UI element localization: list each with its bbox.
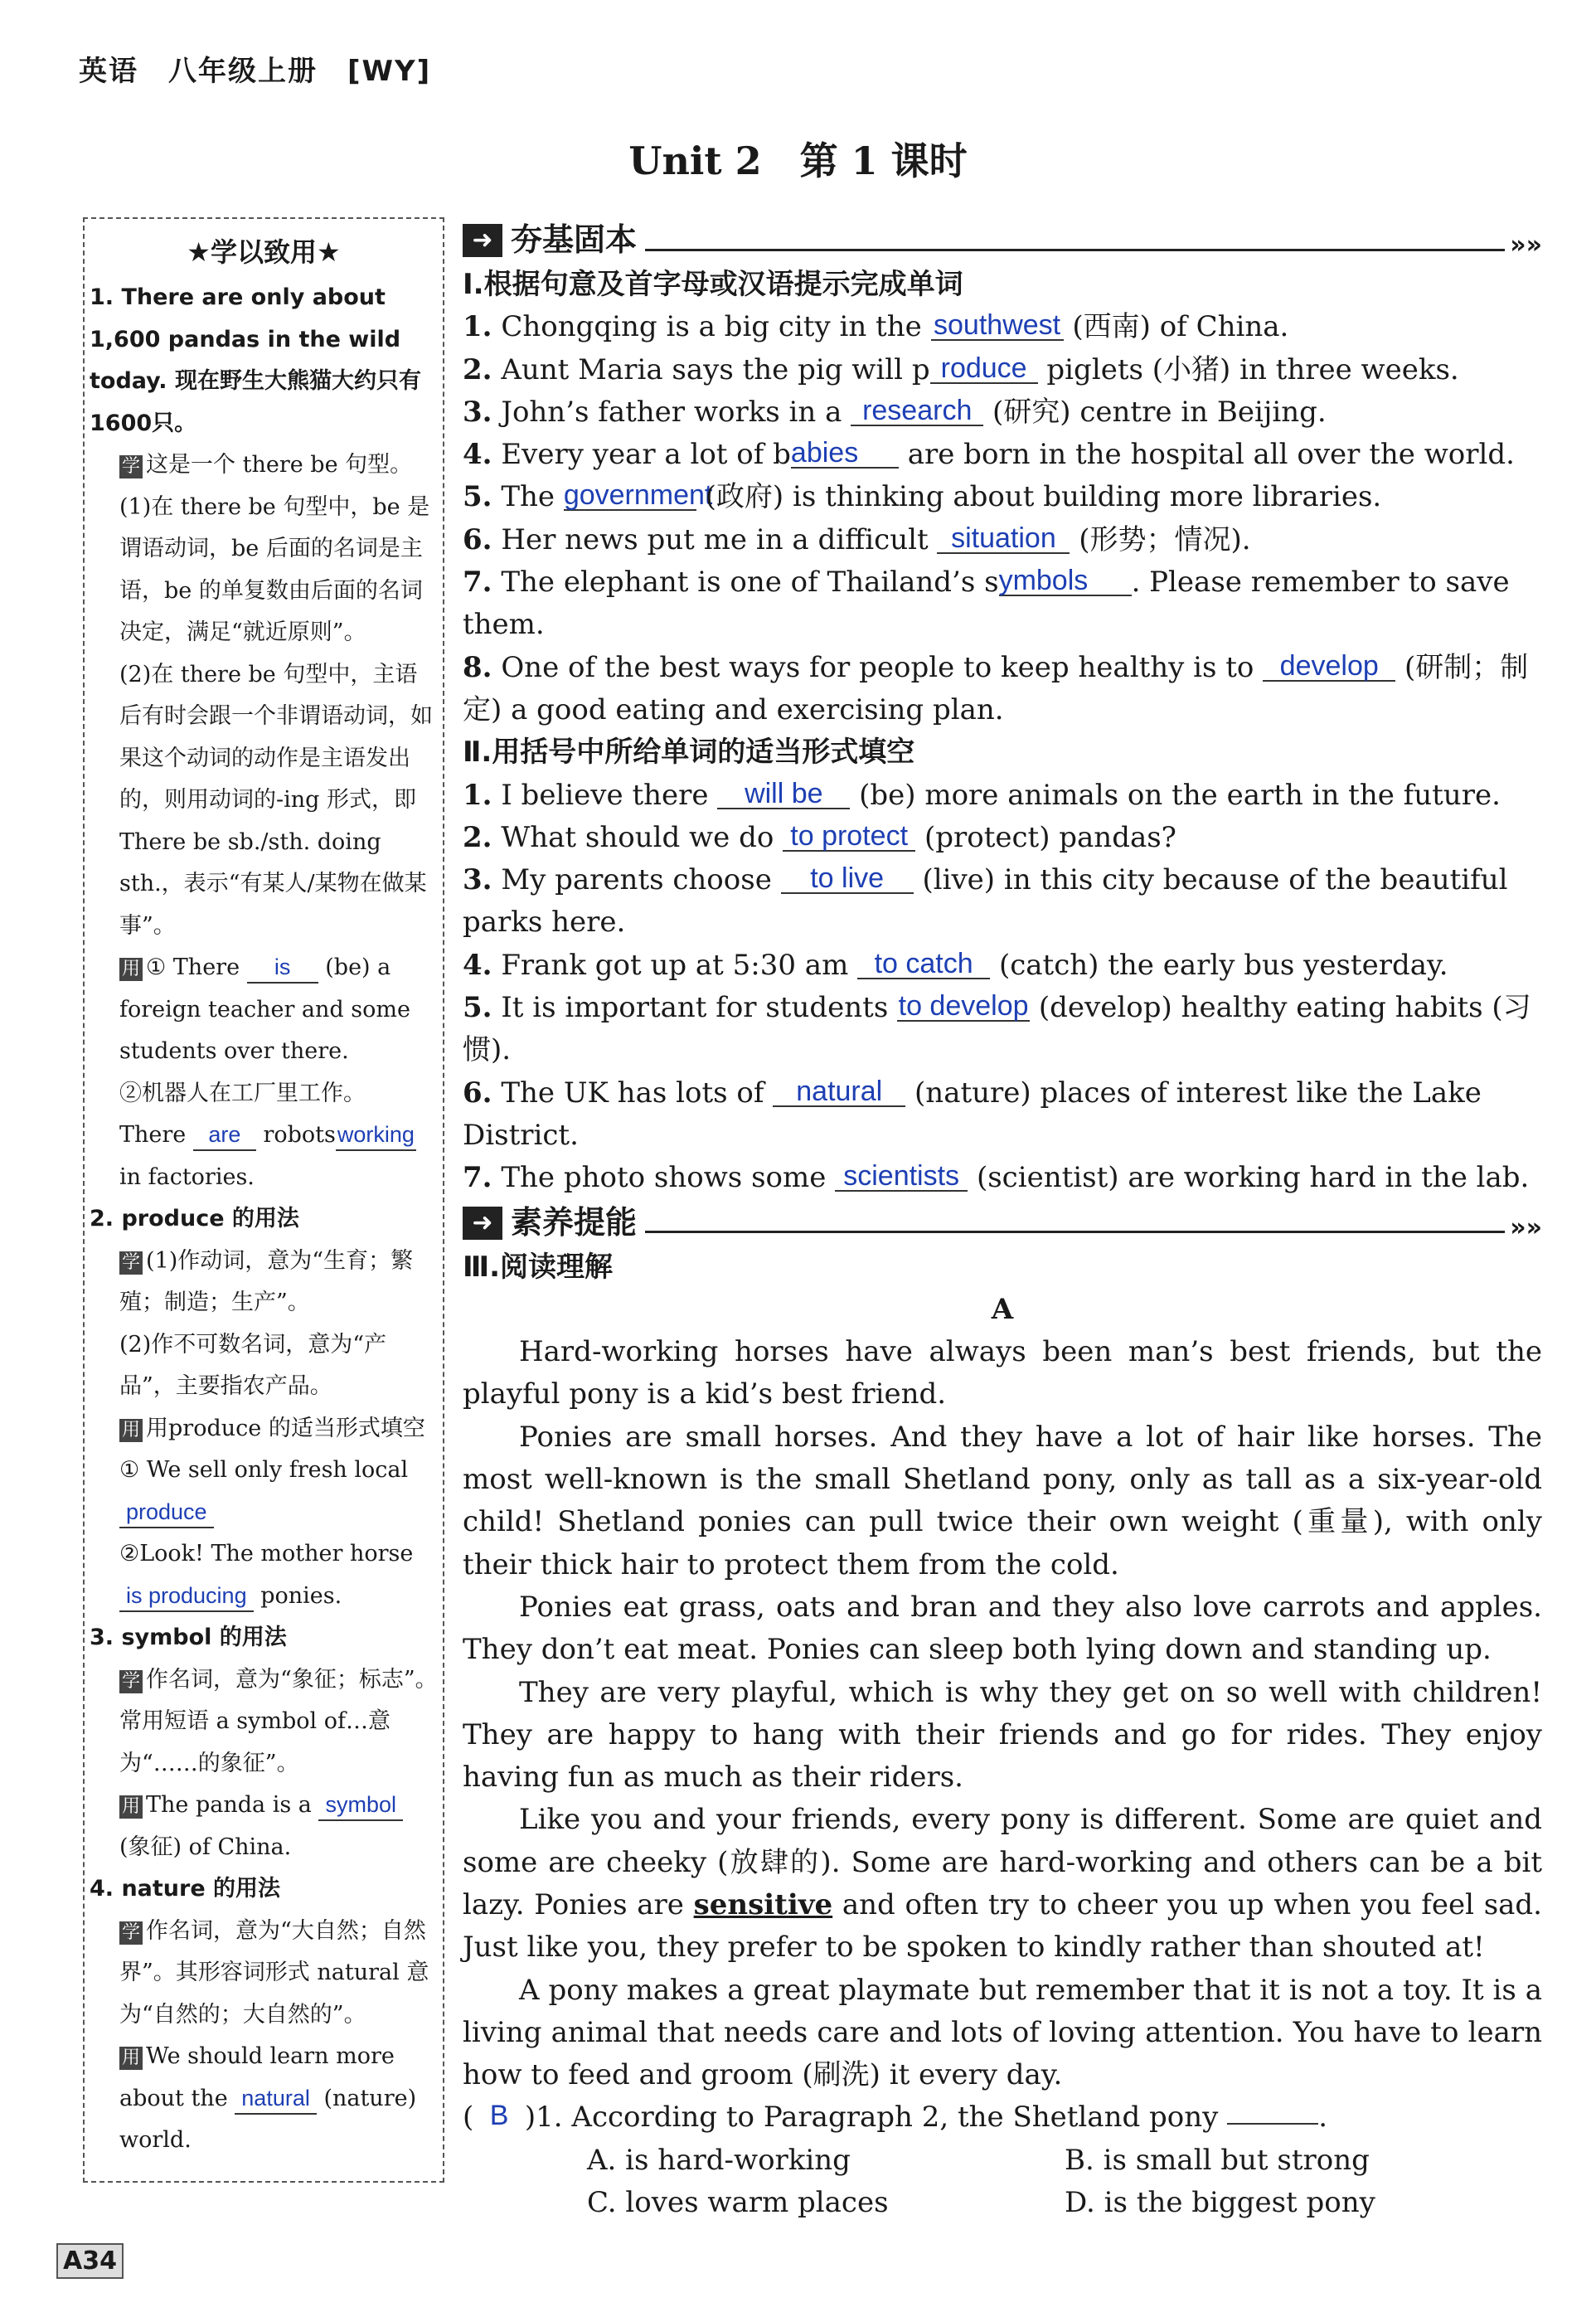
answer-blank: to protect bbox=[783, 822, 915, 852]
answer-blank: to catch bbox=[857, 950, 990, 979]
answer-blank: natural bbox=[235, 2083, 317, 2115]
answer-blank: roduce bbox=[930, 354, 1038, 384]
part-i-heading: Ⅰ.根据句意及首字母或汉语提示完成单词 bbox=[463, 268, 963, 301]
learn-tag: 学 bbox=[119, 455, 143, 478]
paragraph-3: Ponies eat grass, oats and bran and they also love carrots and apples. They don’t eat meat. Ponies can sleep both lying down and standing up. bbox=[463, 1590, 1542, 1667]
answer-blank: will be bbox=[717, 780, 850, 809]
question-ii-1: 1. I believe there will be (be) more animals on the earth in the future. bbox=[463, 777, 1501, 812]
option-c: C. loves warm places bbox=[587, 2186, 889, 2220]
question-ii-3: 3. My parents choose to live (live) in this city because of the beautiful parks here. bbox=[463, 862, 1508, 940]
option-b: B. is small but strong bbox=[1065, 2143, 1370, 2177]
page-title: Unit 2 第 1 课时 bbox=[628, 138, 968, 183]
answer-blank: produce bbox=[119, 1497, 214, 1528]
sidebar-item-2: 2. produce 的用法 学 (1)作动词，意为“生育；繁殖；制造；生产”。 (2)作不可数名词，意为“产品”，主要指农产品。 用 用produce 的适当形式填空 ① We sell only fresh local produce ②Look! The mother horse is producing ponies. bbox=[90, 1198, 438, 1617]
answer-blank: southwest bbox=[931, 311, 1064, 341]
paragraph-4: They are very playful, which is why they get on so well with children! They are happy to hang with their friends and go for rides. They enjoy having fun as much as their riders. bbox=[463, 1675, 1542, 1795]
question-i-1: 1. Chongqing is a big city in the southwest (西南) of China. bbox=[463, 309, 1289, 344]
sidebar-item-3: 3. symbol 的用法 学 作名词，意为“象征；标志”。常用短语 a symbol of…意为“……的象征”。 用 The panda is a symbol (象征) of China. bbox=[90, 1625, 438, 1860]
answer-blank: abies bbox=[791, 439, 899, 469]
sidebar-item-4: 4. nature 的用法 学 作名词，意为“大自然；自然界”。其形容词形式 natural 意为“自然的；大自然的”。 用 We should learn more about the natural (nature) world. bbox=[90, 1876, 429, 2153]
use-tag: 用 bbox=[119, 1795, 143, 1819]
answer-blank: are bbox=[193, 1120, 256, 1151]
paragraph-6: A pony makes a great playmate but remember that it is not a toy. It is a living animal that needs care and lots of loving attention. You have to learn how to feed and groom (刷洗) it every day. bbox=[463, 1973, 1542, 2092]
use-tag: 用 bbox=[119, 958, 143, 981]
answer-blank: to develop bbox=[898, 990, 1029, 1022]
question-ii-6: 6. The UK has lots of natural (nature) places of interest like the Lake District. bbox=[463, 1075, 1482, 1152]
question-ii-4: 4. Frank got up at 5:30 am to catch (catch) the early bus yesterday. bbox=[463, 947, 1448, 982]
answer-blank: ymbols bbox=[999, 566, 1132, 596]
answer-blank: research bbox=[851, 396, 983, 426]
answer-blank: situation bbox=[937, 524, 1070, 554]
part-iii-heading: Ⅲ.阅读理解 bbox=[463, 1250, 614, 1284]
answer-blank: to live bbox=[781, 864, 914, 894]
option-a: A. is hard-working bbox=[587, 2143, 851, 2177]
answer-blank: government bbox=[563, 479, 713, 512]
page-number: A34 bbox=[56, 2243, 124, 2279]
main-content bbox=[463, 217, 1542, 2224]
learn-tag: 学 bbox=[119, 1921, 143, 1945]
question-ii-5: 5. It is important for students to develop (develop) healthy eating habits (习惯). bbox=[463, 990, 1531, 1067]
question-i-5: 5. The government (政府) is thinking about building more libraries. bbox=[463, 479, 1382, 514]
triple-chevron-icon: »» bbox=[1510, 231, 1542, 260]
paragraph-2: Ponies are small horses. And they have a lot of hair like horses. The most well-known is the small Shetland pony, only as tall as a six-year-old child! Shetland ponies can pull twice their own weight (重量), with only their thick hair to protect them from the cold. bbox=[463, 1420, 1542, 1581]
option-d: D. is the biggest pony bbox=[1065, 2186, 1375, 2220]
answer-blank: develop bbox=[1263, 652, 1395, 682]
item-heading: There are only about 1,600 pandas in the wild today. 现在野生大熊猫大约只有1600只。 bbox=[90, 284, 421, 436]
part-ii-heading: Ⅱ.用括号中所给单词的适当形式填空 bbox=[463, 736, 915, 770]
arrow-box-icon: ➜ bbox=[463, 1207, 502, 1240]
question-i-4: 4. Every year a lot of babies are born in the hospital all over the world. bbox=[463, 437, 1515, 472]
answer-blank: is producing bbox=[119, 1581, 254, 1612]
learn-tag: 学 bbox=[119, 1670, 143, 1693]
reading-question-1: ( B )1. According to Paragraph 2, the Shetland pony . bbox=[463, 2100, 1328, 2135]
answer-blank: working bbox=[336, 1120, 416, 1151]
answer-blank: is bbox=[247, 952, 318, 984]
arrow-box-icon: ➜ bbox=[463, 224, 502, 257]
use-tag: 用 bbox=[119, 2047, 143, 2070]
question-i-8: 8. One of the best ways for people to keep healthy is to develop (研制；制定) a good eating and exercising plan. bbox=[463, 649, 1529, 726]
triple-chevron-icon: »» bbox=[1510, 1212, 1542, 1242]
answer-blank: scientists bbox=[835, 1162, 968, 1192]
passage-label: A bbox=[991, 1292, 1014, 1326]
paragraph-1: Hard-working horses have always been man’s best friends, but the playful pony is a kid’s best friend. bbox=[463, 1335, 1542, 1411]
question-i-2: 2. Aunt Maria says the pig will p roduce piglets (小猪) in three weeks. bbox=[463, 352, 1459, 386]
options-row-2 bbox=[463, 2182, 1542, 2224]
use-tag: 用 bbox=[119, 1419, 143, 1442]
learn-tag: 学 bbox=[119, 1251, 143, 1275]
sidebar-item-1: 1. There are only about 1,600 pandas in the wild today. 现在野生大熊猫大约只有1600只。 学 这是一个 there be 句型。 (1)在 there be 句型中，be 是谓语动词，be 后面的名词是主语，be 的单复数由后面的名词决定，满足“就近原则”。 (2)在 there be 句型中，主语后有时会跟一个非谓语动词，如果这个动词的动作是主语发出的，则用动词的-ing 形式，即 There be sb./sth. doing sth.，表示“有某人/某物在做某事”。 用 ① There is (be) a foreign teacher and some students over there. ②机器人在工厂里工作。 There are robotsworking in factories. bbox=[90, 284, 433, 1190]
answer-blank: symbol bbox=[318, 1790, 403, 1821]
answer-choice: B bbox=[489, 2100, 509, 2132]
question-i-3: 3. John’s father works in a research (研究) centre in Beijing. bbox=[463, 394, 1327, 429]
section-header-skills: ➜ 素养提能 »» bbox=[463, 1200, 1542, 1246]
paragraph-5: Like you and your friends, every pony is different. Some are quiet and some are cheeky (放肆的). Some are hard-working and others can be a bit lazy. Ponies are sensitive and often try to cheer you up when you feel sad. Just like you, they prefer to be spoken to kindly rather than shouted at! bbox=[463, 1803, 1542, 1965]
sidebar-title: ★学以致用★ bbox=[187, 236, 341, 268]
question-i-6: 6. Her news put me in a difficult situation (形势；情况). bbox=[463, 522, 1251, 556]
options-row-1 bbox=[463, 2140, 1542, 2182]
page-header: 英语 八年级上册 [WY] bbox=[79, 55, 432, 88]
question-ii-2: 2. What should we do to protect (protect) pandas? bbox=[463, 819, 1176, 854]
sidebar-panel bbox=[83, 217, 444, 2183]
question-i-7: 7. The elephant is one of Thailand’s symbols . Please remember to save them. bbox=[463, 565, 1510, 642]
question-ii-7: 7. The photo shows some scientists (scientist) are working hard in the lab. bbox=[463, 1160, 1530, 1195]
section-header-basics: ➜ 夯基固本 »» bbox=[463, 217, 1542, 264]
answer-blank: natural bbox=[773, 1077, 905, 1107]
reading-passage bbox=[463, 1331, 1542, 2096]
